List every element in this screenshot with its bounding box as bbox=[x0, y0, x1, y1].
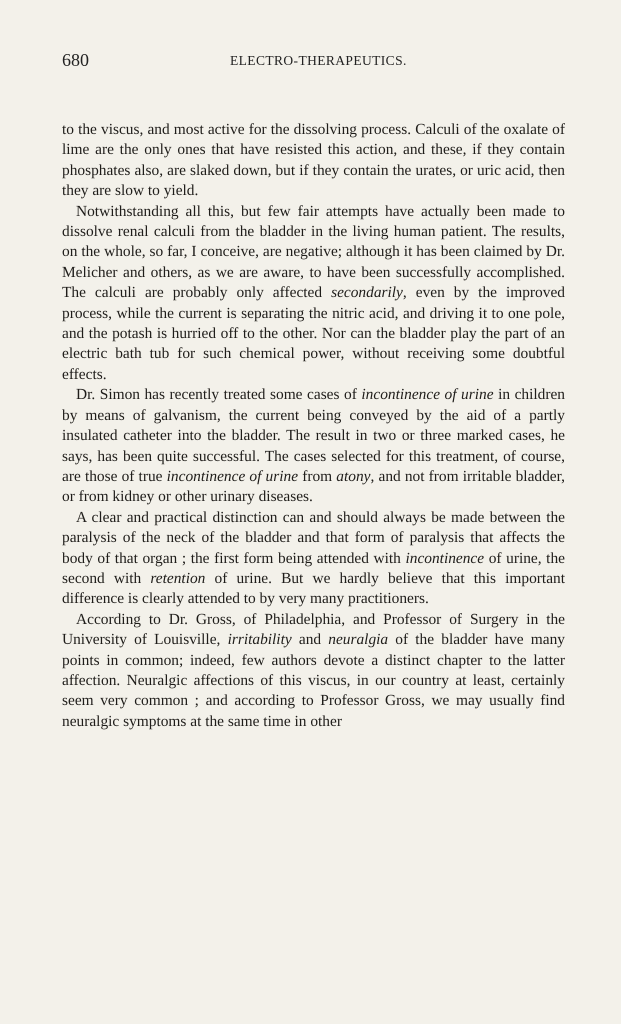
paragraph-2 bbox=[62, 202, 565, 386]
paragraph-1-segment-1: to the viscus, and most active for the dissolving process. Calculi of the oxalate of lime are the only ones that have resisted this action, and these, if they contain phosphates also, are slaked down, but if they contain the urates, or uric acid, then they are slow to yield. bbox=[62, 121, 565, 200]
paragraph-3-segment-7: , and not from irritable bladder, or from kidney or other urinary diseases. bbox=[62, 467, 565, 506]
paragraph-4-italic-incontinence: incontinence bbox=[405, 549, 485, 567]
paragraph-3 bbox=[62, 385, 565, 507]
paragraph-3-italic-incontinence-of-urine: incontinence of urine bbox=[361, 386, 494, 404]
paragraph-4-segment-5: of urine. But we hardly believe that this important difference is clearly attended to by very many practitioners. bbox=[62, 569, 565, 608]
paragraph-2-italic-secondarily: secondarily bbox=[331, 284, 403, 302]
paragraph-5-italic-neuralgia: neuralgia bbox=[328, 631, 389, 649]
running-head bbox=[62, 50, 565, 70]
paragraph-3-segment-3: in children by means of galvanism, the current being conveyed by the aid of a partly insulated catheter into the bladder. The result in two or three marked cases, he says, has been quite successful. The cases selected for this treatment, of course, are those of true bbox=[62, 386, 565, 485]
paragraph-4-segment-1: A clear and practical distinction can and should always be made between the paralysis of the neck of the bladder and that form of paralysis that affects the body of that organ ; the first form being attended with bbox=[62, 508, 565, 567]
page-number: 680 bbox=[62, 50, 89, 70]
paragraph-4-segment-3: of urine, the second with bbox=[62, 549, 565, 587]
paragraph-1 bbox=[62, 120, 565, 202]
paragraph-2-segment-3: , even by the improved process, while the current is separating the nitric acid, and driving it to one pole, and the potash is hurried off to the other. Nor can the bladder play the part of an electric bath tub for such chemical power, without receiving some doubtful effects. bbox=[62, 284, 565, 383]
paragraph-3-italic-atony: atony bbox=[336, 467, 371, 485]
body-text bbox=[62, 120, 565, 732]
paragraph-2-segment-1: Notwithstanding all this, but few fair attempts have actually been made to dissolve renal calculi from the bladder in the living human patient. The results, on the whole, so far, I conceive, are negative; although it has been claimed by Dr. Melicher and others, as we are aware, to have been successfully accomplished. The calculi are probably only affected bbox=[62, 202, 565, 302]
paragraph-5 bbox=[62, 610, 565, 732]
paragraph-3-segment-1: Dr. Simon has recently treated some cases of bbox=[76, 386, 362, 404]
paragraph-3-segment-5: from bbox=[298, 467, 337, 485]
paragraph-5-segment-1: According to Dr. Gross, of Philadelphia, and Professor of Surgery in the University of Louisville, bbox=[62, 610, 565, 649]
paragraph-3-italic-incontinence-of-urine-2: incontinence of urine bbox=[166, 467, 299, 485]
paragraph-5-italic-irritability: irritability bbox=[227, 631, 292, 649]
paragraph-4 bbox=[62, 508, 565, 610]
paragraph-4-italic-retention: retention bbox=[150, 569, 206, 587]
paragraph-5-segment-5: of the bladder have many points in common; indeed, few authors devote a distinct chapter to the latter affection. Neuralgic affections of this viscus, in our country at least, certainly seem very common ; and according to Professor Gross, we may usually find neuralgic symptoms at the same time in other bbox=[62, 631, 565, 730]
paragraph-5-segment-3: and bbox=[291, 631, 329, 649]
running-title: ELECTRO-THERAPEUTICS. bbox=[230, 53, 407, 68]
